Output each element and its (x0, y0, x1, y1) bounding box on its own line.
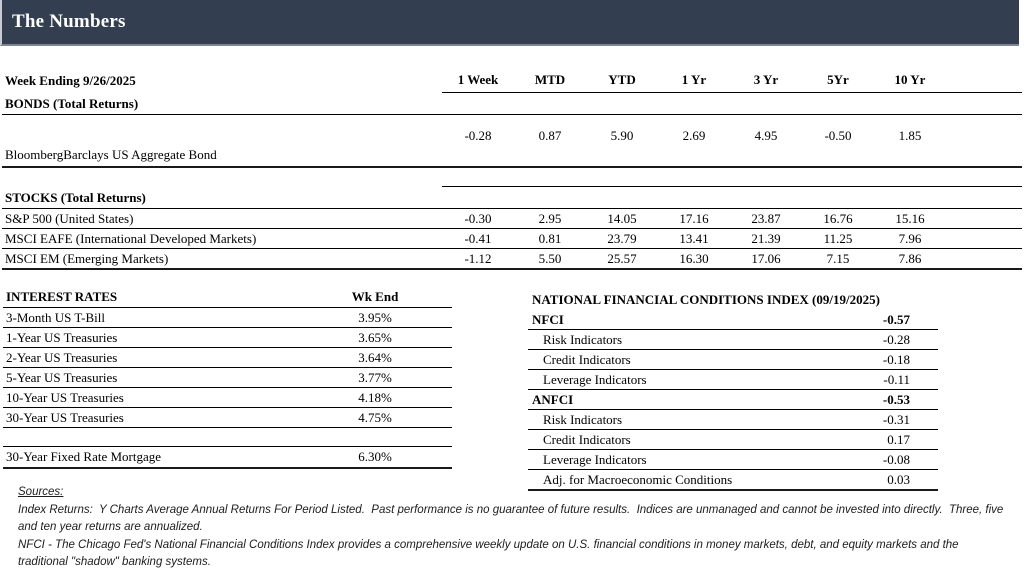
table-row (3, 308, 452, 328)
table-row (528, 370, 938, 390)
rate-value: 3.95% (345, 308, 405, 328)
nfci-value: -0.57 (830, 310, 938, 330)
stock-value: 16.76 (802, 209, 874, 229)
bond-value-3yr: 4.95 (730, 115, 802, 168)
rate-label: 30-Year US Treasuries (3, 408, 345, 428)
table-row (3, 388, 452, 408)
nfci-sublabel: Adj. for Macroeconomic Conditions (528, 470, 830, 491)
nfci-subvalue: -0.08 (830, 450, 938, 470)
stock-row-label: MSCI EM (Emerging Markets) (2, 249, 442, 270)
table-row (2, 229, 1022, 249)
nfci-subvalue: 0.17 (830, 430, 938, 450)
stock-value: 5.50 (514, 249, 586, 270)
table-row (528, 430, 938, 450)
nfci-sublabel: Leverage Indicators (528, 370, 830, 390)
title-bar (0, 0, 1019, 46)
rate-label: 10-Year US Treasuries (3, 388, 345, 408)
mortgage-value: 6.30% (345, 447, 405, 469)
stock-value: 7.96 (874, 229, 946, 249)
column-header-3yr: 3 Yr (730, 62, 802, 93)
stock-row-label: MSCI EAFE (International Developed Markets) (2, 229, 442, 249)
table-row (3, 328, 452, 348)
rate-value: 4.75% (345, 408, 405, 428)
table-row (528, 350, 938, 370)
stock-row-label: S&P 500 (United States) (2, 209, 442, 229)
column-header-ytd: YTD (586, 62, 658, 93)
page-title: The Numbers (12, 11, 126, 32)
table-row (3, 408, 452, 428)
week-ending-label: Week Ending 9/26/2025 (5, 72, 136, 88)
bond-value-1week: -0.28 (442, 115, 514, 168)
interest-rates-header-row (3, 289, 452, 308)
nfci-subvalue: -0.31 (830, 410, 938, 430)
rate-value: 4.18% (345, 388, 405, 408)
table-row (528, 410, 938, 430)
nfci-label: NFCI (528, 310, 830, 330)
stock-value: 0.81 (514, 229, 586, 249)
stock-value: 23.79 (586, 229, 658, 249)
nfci-sublabel: Leverage Indicators (528, 450, 830, 470)
stock-value: 7.15 (802, 249, 874, 270)
nfci-sublabel: Credit Indicators (528, 350, 830, 370)
table-row (528, 330, 938, 350)
stocks-section-row (2, 187, 1022, 209)
nfci-sublabel: Risk Indicators (528, 330, 830, 350)
sources-label: Sources: (18, 486, 64, 498)
stock-value: 16.30 (658, 249, 730, 270)
bond-row-spacer (946, 115, 1022, 168)
stock-value: 17.16 (658, 209, 730, 229)
rate-value: 3.77% (345, 368, 405, 388)
rate-value: 3.64% (345, 348, 405, 368)
column-header-1week: 1 Week (442, 62, 514, 93)
footnotes (18, 484, 1006, 572)
column-header-10yr: 10 Yr (874, 62, 946, 93)
stock-value: 13.41 (658, 229, 730, 249)
bond-row-label: BloombergBarclays US Aggregate Bond (2, 115, 442, 168)
rate-label: 5-Year US Treasuries (3, 368, 345, 388)
anfci-value: -0.53 (830, 390, 938, 410)
nfci-title-row (528, 289, 938, 310)
stock-value: 17.06 (730, 249, 802, 270)
stock-value: 7.86 (874, 249, 946, 270)
stock-value: 23.87 (730, 209, 802, 229)
anfci-label: ANFCI (528, 390, 830, 410)
nfci-subvalue: -0.18 (830, 350, 938, 370)
table-row (528, 310, 938, 330)
table-row (3, 368, 452, 388)
nfci-table (528, 289, 938, 491)
table-row (3, 447, 452, 469)
bond-value-5yr: -0.50 (802, 115, 874, 168)
stock-value: 2.95 (514, 209, 586, 229)
stock-value: -1.12 (442, 249, 514, 270)
rate-label: 2-Year US Treasuries (3, 348, 345, 368)
table-row (2, 209, 1022, 229)
table-row (3, 348, 452, 368)
stock-value: 21.39 (730, 229, 802, 249)
column-header-5yr: 5Yr (802, 62, 874, 93)
rate-label: 1-Year US Treasuries (3, 328, 345, 348)
bond-value-10yr: 1.85 (874, 115, 946, 168)
stock-value: 15.16 (874, 209, 946, 229)
stocks-section-header: STOCKS (Total Returns) (2, 187, 1022, 209)
bonds-section-row (2, 93, 1022, 115)
nfci-subvalue: 0.03 (830, 470, 938, 491)
wk-end-header: Wk End (345, 289, 405, 308)
mortgage-label: 30-Year Fixed Rate Mortgage (3, 447, 345, 469)
spacer-row (2, 167, 1022, 182)
table-row (528, 390, 938, 410)
stock-value: -0.41 (442, 229, 514, 249)
nfci-subvalue: -0.28 (830, 330, 938, 350)
bond-value-mtd: 0.87 (514, 115, 586, 168)
nfci-subvalue: -0.11 (830, 370, 938, 390)
index-returns-note: Index Returns: Y Charts Average Annual Returns For Period Listed. Past performance is no guarantee of future results. Indices are unmanaged and cannot be invested into directly. Three, five and ten year returns are annualized. (18, 503, 1007, 533)
table-row (2, 249, 1022, 270)
bonds-section-header: BONDS (Total Returns) (2, 93, 1022, 115)
nfci-title: NATIONAL FINANCIAL CONDITIONS INDEX (09/19/2025) (532, 292, 880, 307)
stock-value: 14.05 (586, 209, 658, 229)
table-row (2, 115, 1022, 168)
column-header-spacer (946, 62, 1022, 93)
bond-value-1yr: 2.69 (658, 115, 730, 168)
bond-value-ytd: 5.90 (586, 115, 658, 168)
column-header-1yr: 1 Yr (658, 62, 730, 93)
nfci-sublabel: Risk Indicators (528, 410, 830, 430)
stock-value: 11.25 (802, 229, 874, 249)
nfci-sublabel: Credit Indicators (528, 430, 830, 450)
stock-value: 25.57 (586, 249, 658, 270)
returns-header-row (2, 62, 1022, 93)
spacer-row (3, 428, 452, 446)
interest-rates-title: INTEREST RATES (3, 289, 345, 308)
rate-value: 3.65% (345, 328, 405, 348)
returns-table (2, 62, 1022, 270)
interest-rates-table (3, 289, 452, 469)
stock-value: -0.30 (442, 209, 514, 229)
column-header-mtd: MTD (514, 62, 586, 93)
rate-label: 3-Month US T-Bill (3, 308, 345, 328)
table-row (528, 450, 938, 470)
nfci-note: NFCI - The Chicago Fed's National Financial Conditions Index provides a comprehensive weekly update on U.S. financial conditions in money markets, debt, and equity markets and the traditional "shadow" banking systems. (18, 538, 962, 568)
